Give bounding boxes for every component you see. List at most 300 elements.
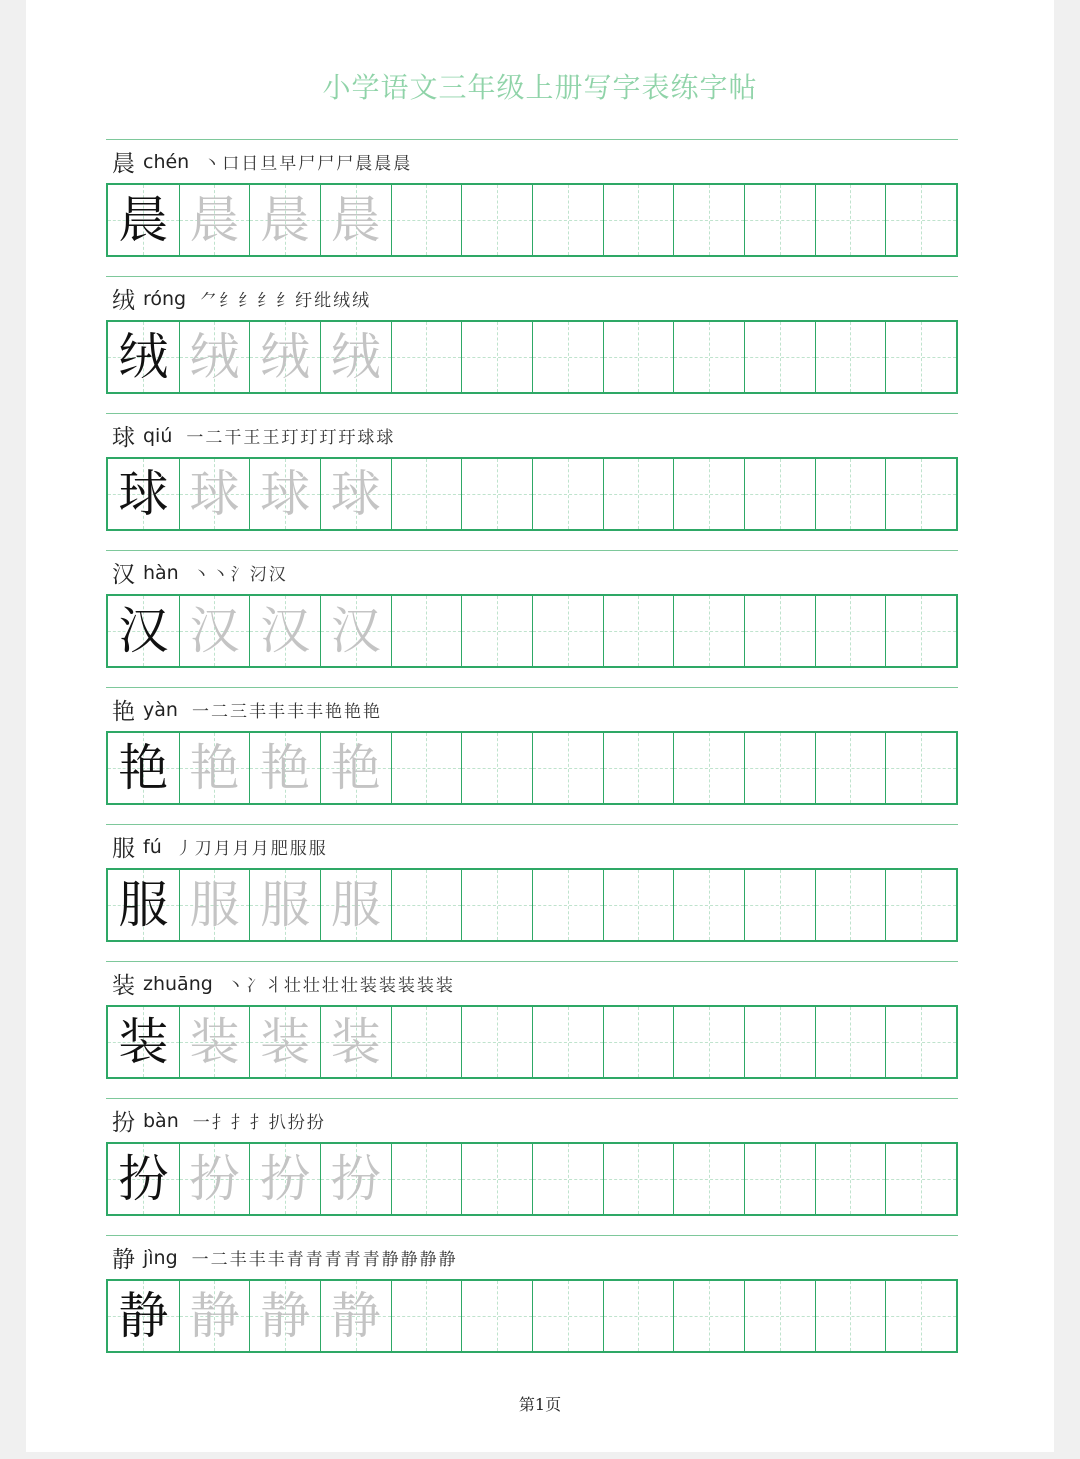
practice-row [106,413,958,550]
guide-line-horizontal [674,631,744,632]
practice-row [106,1098,958,1235]
stroke-step: 一 [186,428,204,448]
trace-character: 球 [260,465,311,523]
model-character: 汉 [118,602,169,660]
guide-line-horizontal [745,220,815,221]
page-number: 第1页 [518,1395,562,1414]
guide-line-horizontal [604,220,674,221]
guide-line-horizontal [674,494,744,495]
guide-line-horizontal [745,357,815,358]
writing-cell[interactable] [461,185,532,255]
guide-line-horizontal [392,357,462,358]
writing-cell[interactable] [885,1281,956,1351]
writing-cell[interactable] [744,1281,815,1351]
character-label: 服 [112,836,135,862]
row-divider [106,413,958,414]
writing-cell[interactable] [744,1144,815,1214]
stroke-step: 王 [243,428,261,448]
stroke-order [193,560,288,585]
writing-cell[interactable] [391,733,462,803]
trace-character: 扮 [260,1150,311,1208]
stroke-step: 一 [191,1250,209,1270]
writing-cell[interactable] [885,733,956,803]
stroke-step: 服 [308,839,326,859]
writing-cell[interactable] [673,733,744,803]
guide-line-horizontal [392,905,462,906]
writing-cell[interactable] [603,185,674,255]
stroke-step: 旦 [260,154,278,174]
model-cell [108,1281,179,1351]
trace-character: 球 [330,465,381,523]
writing-cell[interactable] [744,1007,815,1077]
stroke-step: 纟 [238,291,256,311]
writing-cell[interactable] [815,733,886,803]
stroke-step: 丰 [286,702,304,722]
row-header [112,419,395,453]
guide-line-horizontal [392,768,462,769]
writing-cell[interactable] [461,596,532,666]
guide-line-horizontal [392,631,462,632]
stroke-step: 静 [438,1250,456,1270]
stroke-step: 纟 [276,291,294,311]
row-header [112,1241,458,1275]
row-header [112,145,412,179]
stroke-step: 静 [419,1250,437,1270]
writing-cell[interactable] [391,596,462,666]
stroke-step: 青 [305,1250,323,1270]
tianzige-grid [106,1279,958,1353]
stroke-step: 扌 [249,1113,267,1133]
guide-line-horizontal [604,768,674,769]
trace-cell [179,596,250,666]
writing-cell[interactable] [532,733,603,803]
stroke-step: 青 [324,1250,342,1270]
guide-line-horizontal [886,220,956,221]
trace-cell [249,1007,320,1077]
guide-line-horizontal [533,631,603,632]
stroke-step: 艳 [362,702,380,722]
trace-character: 球 [189,465,240,523]
writing-cell[interactable] [815,1007,886,1077]
stroke-step: 壮 [340,976,358,996]
guide-line-horizontal [392,1316,462,1317]
writing-cell[interactable] [532,870,603,940]
model-cell [108,733,179,803]
trace-cell [179,733,250,803]
guide-line-horizontal [462,768,532,769]
writing-cell[interactable] [603,1007,674,1077]
guide-line-horizontal [886,768,956,769]
stroke-order [203,149,412,174]
writing-cell[interactable] [885,185,956,255]
trace-cell [320,1144,391,1214]
row-divider [106,961,958,962]
guide-line-horizontal [392,1179,462,1180]
character-label: 绒 [112,288,135,314]
stroke-step: 丶 [211,565,229,585]
stroke-order [176,834,328,859]
writing-cell[interactable] [885,870,956,940]
writing-cell[interactable] [885,1144,956,1214]
stroke-step: 青 [286,1250,304,1270]
guide-line-horizontal [462,1316,532,1317]
stroke-step: 纟 [257,291,275,311]
writing-cell[interactable] [532,1007,603,1077]
trace-cell [320,870,391,940]
model-character: 绒 [118,328,169,386]
guide-line-horizontal [745,768,815,769]
stroke-step: 口 [222,154,240,174]
stroke-step: 月 [251,839,269,859]
guide-line-horizontal [745,905,815,906]
writing-cell[interactable] [532,1144,603,1214]
row-divider [106,687,958,688]
stroke-step: 绒 [333,291,351,311]
stroke-step: 晨 [374,154,392,174]
guide-line-horizontal [816,220,886,221]
stroke-step: 氵 [230,565,248,585]
guide-line-horizontal [816,494,886,495]
guide-line-horizontal [462,357,532,358]
character-label: 晨 [112,151,135,177]
trace-character: 汉 [330,602,381,660]
practice-row [106,1235,958,1372]
writing-cell[interactable] [815,870,886,940]
guide-line-horizontal [533,220,603,221]
guide-line-horizontal [462,905,532,906]
stroke-step: 丶 [226,976,244,996]
stroke-step: 艳 [343,702,361,722]
practice-row [106,276,958,413]
guide-line-horizontal [886,1042,956,1043]
trace-character: 汉 [260,602,311,660]
writing-cell[interactable] [461,1144,532,1214]
row-header [112,967,455,1001]
stroke-step: 月 [232,839,250,859]
character-label: 静 [112,1247,135,1273]
stroke-step: ⺈ [200,291,218,311]
pinyin-label: fú [143,835,162,858]
guide-line-horizontal [604,905,674,906]
writing-cell[interactable] [461,1007,532,1077]
stroke-step: 刀 [194,839,212,859]
writing-cell[interactable] [673,185,744,255]
model-character: 装 [118,1013,169,1071]
practice-row [106,550,958,687]
writing-cell[interactable] [603,322,674,392]
pinyin-label: bàn [143,1109,179,1132]
guide-line-horizontal [674,357,744,358]
stroke-step: 扌 [211,1113,229,1133]
writing-cell[interactable] [391,185,462,255]
stroke-step: 王 [262,428,280,448]
model-cell [108,185,179,255]
writing-cell[interactable] [391,1144,462,1214]
writing-cell[interactable] [815,459,886,529]
trace-cell [320,459,391,529]
guide-line-horizontal [745,494,815,495]
practice-row [106,139,958,276]
stroke-step: 绒 [352,291,370,311]
stroke-step: 丰 [248,702,266,722]
guide-line-horizontal [816,1316,886,1317]
stroke-step: 纟 [219,291,237,311]
trace-character: 静 [189,1287,240,1345]
trace-cell [179,870,250,940]
guide-line-horizontal [462,631,532,632]
writing-cell[interactable] [744,185,815,255]
guide-line-horizontal [533,357,603,358]
tianzige-grid [106,1005,958,1079]
stroke-step: 扌 [230,1113,248,1133]
stroke-step: 玗 [338,428,356,448]
guide-line-horizontal [533,494,603,495]
model-cell [108,1007,179,1077]
stroke-step: 服 [289,839,307,859]
writing-cell[interactable] [461,870,532,940]
stroke-step: 丶 [192,565,210,585]
writing-cell[interactable] [744,596,815,666]
writing-cell[interactable] [815,185,886,255]
guide-line-horizontal [604,1316,674,1317]
trace-character: 装 [330,1013,381,1071]
writing-cell[interactable] [532,185,603,255]
guide-line-horizontal [816,1179,886,1180]
guide-line-horizontal [674,905,744,906]
writing-cell[interactable] [532,596,603,666]
writing-cell[interactable] [461,322,532,392]
writing-cell[interactable] [815,1281,886,1351]
stroke-step: 早 [279,154,297,174]
stroke-step: 壮 [283,976,301,996]
guide-line-horizontal [816,1042,886,1043]
writing-cell[interactable] [673,459,744,529]
writing-cell[interactable] [885,596,956,666]
row-divider [106,1235,958,1236]
practice-row [106,961,958,1098]
writing-cell[interactable] [673,1281,744,1351]
model-cell [108,322,179,392]
writing-cell[interactable] [815,596,886,666]
trace-cell [320,596,391,666]
guide-line-horizontal [392,1042,462,1043]
character-label: 球 [112,425,135,451]
trace-cell [249,185,320,255]
guide-line-horizontal [816,357,886,358]
writing-cell[interactable] [603,1281,674,1351]
guide-line-horizontal [462,1179,532,1180]
writing-cell[interactable] [391,870,462,940]
guide-line-horizontal [674,768,744,769]
writing-cell[interactable] [885,1007,956,1077]
writing-cell[interactable] [885,322,956,392]
model-character: 扮 [118,1150,169,1208]
guide-line-horizontal [816,768,886,769]
stroke-step: 装 [416,976,434,996]
pinyin-label: qiú [143,424,173,447]
guide-line-horizontal [604,631,674,632]
stroke-step: 二 [205,428,223,448]
writing-cell[interactable] [744,733,815,803]
stroke-step: 晨 [393,154,411,174]
row-header [112,282,371,316]
writing-cell[interactable] [532,459,603,529]
guide-line-horizontal [745,631,815,632]
guide-line-horizontal [462,220,532,221]
guide-line-horizontal [816,631,886,632]
trace-cell [249,733,320,803]
pinyin-label: chén [143,150,190,173]
stroke-step: 玎 [300,428,318,448]
model-cell [108,1144,179,1214]
writing-cell[interactable] [391,1007,462,1077]
trace-cell [179,1281,250,1351]
writing-cell[interactable] [673,1007,744,1077]
stroke-step: 丰 [267,1250,285,1270]
guide-line-horizontal [604,1179,674,1180]
writing-cell[interactable] [673,870,744,940]
row-divider [106,824,958,825]
stroke-step: 月 [213,839,231,859]
writing-cell[interactable] [744,322,815,392]
stroke-step: 汈 [249,565,267,585]
trace-cell [249,1144,320,1214]
stroke-step: 丰 [248,1250,266,1270]
stroke-step: 青 [362,1250,380,1270]
trace-cell [249,870,320,940]
writing-cell[interactable] [461,1281,532,1351]
writing-cell[interactable] [461,459,532,529]
stroke-order [186,423,395,448]
trace-cell [179,1144,250,1214]
stroke-step: 壮 [302,976,320,996]
stroke-step: 玎 [281,428,299,448]
writing-cell[interactable] [532,322,603,392]
stroke-step: 装 [378,976,396,996]
stroke-step: 丶 [203,154,221,174]
writing-cell[interactable] [815,1144,886,1214]
stroke-step: 丬 [264,976,282,996]
guide-line-horizontal [392,220,462,221]
tianzige-grid [106,1142,958,1216]
guide-line-horizontal [533,768,603,769]
stroke-step: 纰 [314,291,332,311]
guide-line-horizontal [533,905,603,906]
character-label: 装 [112,973,135,999]
row-divider [106,550,958,551]
writing-cell[interactable] [603,596,674,666]
stroke-step: 肥 [270,839,288,859]
model-cell [108,459,179,529]
stroke-step: 扒 [268,1113,286,1133]
stroke-step: 丰 [229,1250,247,1270]
stroke-order [200,286,371,311]
row-header [112,830,328,864]
guide-line-horizontal [462,494,532,495]
stroke-order [193,1108,326,1133]
stroke-step: 三 [229,702,247,722]
trace-character: 服 [260,876,311,934]
row-header [112,556,288,590]
stroke-step: 丿 [175,839,193,859]
guide-line-horizontal [533,1316,603,1317]
guide-line-horizontal [886,1179,956,1180]
stroke-step: 一 [191,702,209,722]
stroke-step: 壮 [321,976,339,996]
tianzige-grid [106,731,958,805]
tianzige-grid [106,183,958,257]
guide-line-horizontal [816,905,886,906]
guide-line-horizontal [674,1042,744,1043]
guide-line-horizontal [674,220,744,221]
trace-character: 扮 [330,1150,381,1208]
pinyin-label: róng [143,287,187,310]
trace-cell [320,1281,391,1351]
writing-cell[interactable] [744,459,815,529]
model-character: 球 [118,465,169,523]
writing-cell[interactable] [391,322,462,392]
writing-cell[interactable] [603,870,674,940]
stroke-step: 静 [381,1250,399,1270]
writing-cell[interactable] [885,459,956,529]
trace-cell [320,185,391,255]
guide-line-horizontal [745,1042,815,1043]
stroke-step: 装 [359,976,377,996]
trace-character: 扮 [189,1150,240,1208]
trace-character: 静 [330,1287,381,1345]
trace-character: 装 [189,1013,240,1071]
trace-cell [320,733,391,803]
trace-cell [179,459,250,529]
guide-line-horizontal [533,1179,603,1180]
trace-cell [320,1007,391,1077]
model-cell [108,596,179,666]
writing-cell[interactable] [391,1281,462,1351]
writing-cell[interactable] [461,733,532,803]
model-character: 艳 [118,739,169,797]
writing-cell[interactable] [391,459,462,529]
character-label: 扮 [112,1110,135,1136]
stroke-step: 二 [210,1250,228,1270]
trace-cell [249,596,320,666]
writing-cell[interactable] [603,1144,674,1214]
writing-cell[interactable] [673,322,744,392]
writing-cell[interactable] [532,1281,603,1351]
trace-cell [249,1281,320,1351]
trace-character: 艳 [189,739,240,797]
writing-cell[interactable] [744,870,815,940]
row-header [112,693,382,727]
pinyin-label: yàn [143,698,178,721]
stroke-step: 日 [241,154,259,174]
writing-cell[interactable] [673,596,744,666]
writing-cell[interactable] [815,322,886,392]
practice-row [106,687,958,824]
writing-cell[interactable] [673,1144,744,1214]
pinyin-label: hàn [143,561,179,584]
stroke-step: 艳 [324,702,342,722]
character-label: 艳 [112,699,135,725]
trace-cell [249,459,320,529]
model-character: 服 [118,876,169,934]
tianzige-grid [106,868,958,942]
writing-cell[interactable] [603,459,674,529]
trace-character: 艳 [260,739,311,797]
stroke-step: 二 [210,702,228,722]
stroke-step: 丰 [267,702,285,722]
trace-cell [320,322,391,392]
writing-cell[interactable] [603,733,674,803]
